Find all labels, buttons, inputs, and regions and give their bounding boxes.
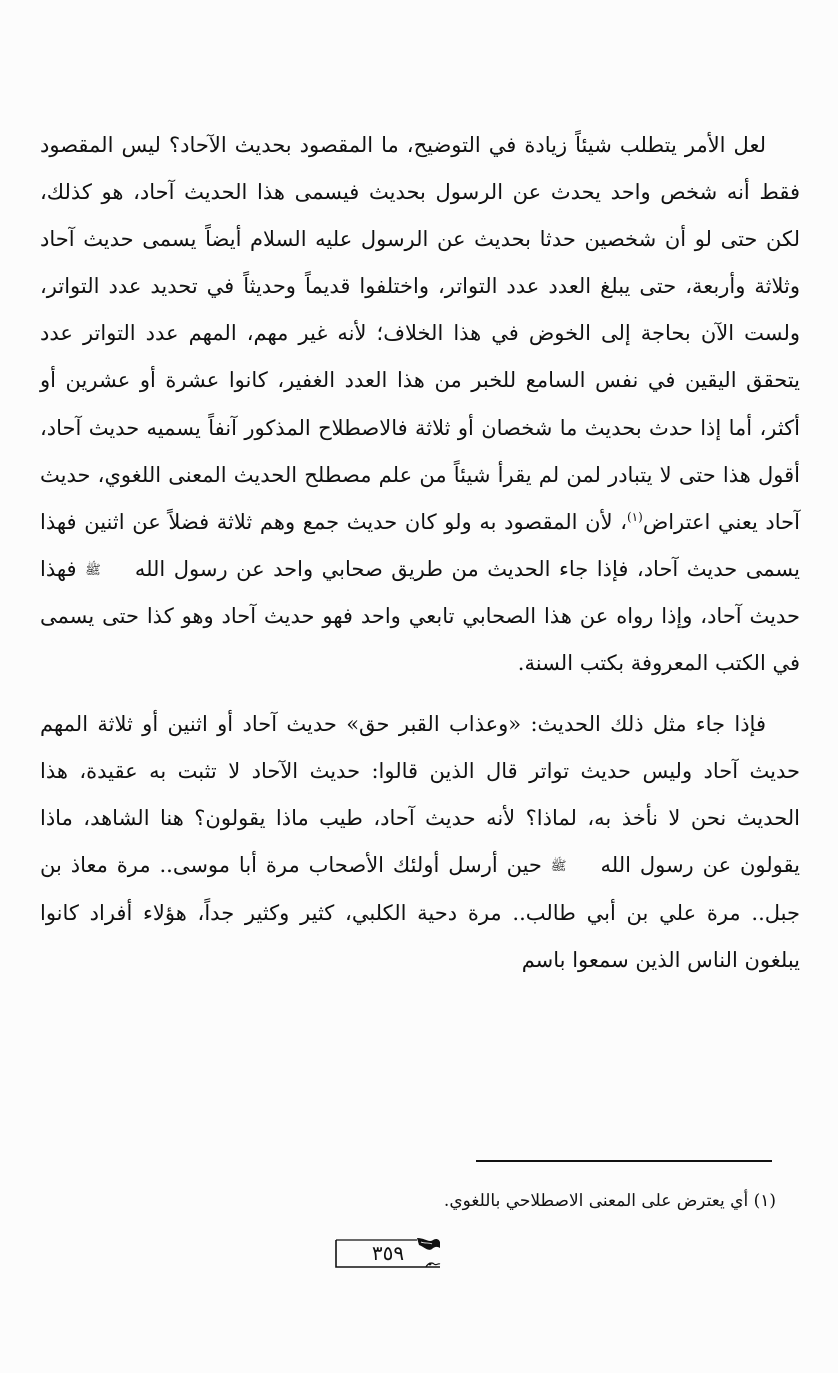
paragraph-2-part-2: حين أرسل أولئك الأصحاب مرة أبا موسى.. مرة معاذ بن جبل.. مرة علي بن أبي طالب.. مرة دحية الكلبي، كثير وكثير جداً، هؤلاء أفراد كانوا يبلغون الناس الذين سمعوا باسم (40, 853, 800, 972)
footnote-text: أي يعترض على المعنى الاصطلاحي باللغوي. (443, 1191, 749, 1211)
footnote-divider (476, 1160, 772, 1162)
paragraph-1 (40, 122, 800, 687)
footnote-marker: (١) (753, 1191, 776, 1211)
paragraph-2 (40, 701, 800, 984)
footnote-reference: (١) (626, 509, 643, 524)
honorific-glyph-icon: ﷺ (85, 562, 101, 578)
page-number-frame (333, 1236, 443, 1270)
paragraph-1-part-1: لعل الأمر يتطلب شيئاً زيادة في التوضيح، ما المقصود بحديث الآحاد؟ ليس المقصود فقط أنه شخص واحد يحدث عن الرسول بحديث فيسمى هذا الحديث آحاد، هو كذلك، لكن حتى لو أن شخصين حدثا بحديث عن الرسول عليه السلام أيضاً يسمى حديث آحاد وثلاثة وأربعة، حتى يبلغ العدد عدد التواتر، واختلفوا قديماً وحديثاً في تحديد عدد التواتر، ولست الآن بحاجة إلى الخوض في هذا الخلاف؛ لأنه غير مهم، المهم عدد التواتر عدد يتحقق اليقين في نفس السامع للخبر من هذا العدد الغفير، كانوا عشرة أو عشرين أو أكثر، أما إذا حدث بحديث ما شخصان أو ثلاثة فالاصطلاح المذكور آنفاً يسميه حديث آحاد، أقول هذا حتى لا يتبادر لمن لم يقرأ شيئاً من علم مصطلح الحديث المعنى اللغوي، حديث آحاد يعني اعتراض (40, 133, 801, 534)
paragraph-1-part-2: ، لأن المقصود به ولو كان حديث جمع وهم ثلاثة فضلاً عن اثنين فهذا يسمى حديث آحاد، فإذا جاء الحديث من طريق صحابي واحد عن رسول الله (40, 509, 800, 581)
honorific-glyph-icon: ﷺ (550, 859, 567, 875)
page-number: ٣٥٩ (371, 1241, 405, 1265)
main-text (40, 122, 800, 984)
footnote (300, 1188, 776, 1214)
paragraph-1-part-3: فهذا حديث آحاد، وإذا رواه عن هذا الصحابي تابعي واحد فهو حديث آحاد وهو كذا حتى يسمى في الكتب المعروفة بكتب السنة. (40, 556, 800, 676)
paragraph-2-part-1: فإذا جاء مثل ذلك الحديث: «وعذاب القبر حق» حديث آحاد أو اثنين أو ثلاثة المهم حديث آحاد وليس حديث تواتر قال الذين قالوا: حديث الآحاد لا تثبت به عقيدة، هذا الحديث نحن لا نأخذ به، لماذا؟ لأنه حديث آحاد، طيب ماذا يقولون؟ هنا الشاهد، ماذا يقولون عن رسول الله (40, 712, 800, 878)
